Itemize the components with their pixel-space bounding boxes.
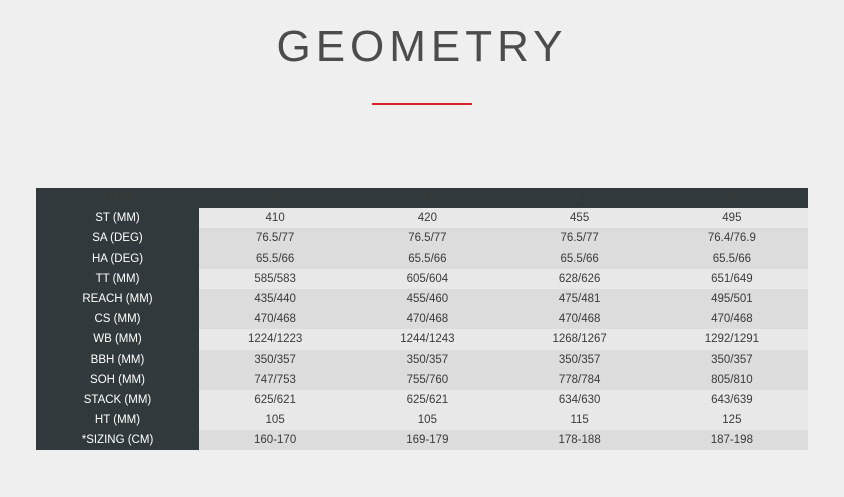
cell-value: 76.4/76.9 bbox=[656, 228, 808, 248]
cell-value: 115 bbox=[504, 410, 656, 430]
cell-value: 65.5/66 bbox=[351, 249, 503, 269]
cell-value: 495 bbox=[656, 208, 808, 228]
column-header-s: S bbox=[199, 188, 351, 208]
cell-value: 65.5/66 bbox=[199, 249, 351, 269]
cell-value: 470/468 bbox=[656, 309, 808, 329]
cell-value: 495/501 bbox=[656, 289, 808, 309]
cell-value: 470/468 bbox=[351, 309, 503, 329]
cell-value: 105 bbox=[199, 410, 351, 430]
cell-value: 778/784 bbox=[504, 370, 656, 390]
table-row bbox=[36, 309, 808, 329]
cell-value: 420 bbox=[351, 208, 503, 228]
cell-value: 160-170 bbox=[199, 430, 351, 450]
table-row bbox=[36, 289, 808, 309]
corner-label: LO/HI bbox=[36, 188, 199, 208]
table-row bbox=[36, 370, 808, 390]
row-label: TT (MM) bbox=[36, 269, 199, 289]
table-row bbox=[36, 350, 808, 370]
cell-value: 169-179 bbox=[351, 430, 503, 450]
row-label: SA (DEG) bbox=[36, 228, 199, 248]
cell-value: 1292/1291 bbox=[656, 329, 808, 349]
cell-value: 628/626 bbox=[504, 269, 656, 289]
row-label: BBH (MM) bbox=[36, 350, 199, 370]
cell-value: 350/357 bbox=[656, 350, 808, 370]
cell-value: 76.5/77 bbox=[351, 228, 503, 248]
table-row bbox=[36, 329, 808, 349]
cell-value: 65.5/66 bbox=[656, 249, 808, 269]
column-header-m: M bbox=[351, 188, 503, 208]
cell-value: 470/468 bbox=[504, 309, 656, 329]
page-title: GEOMETRY bbox=[276, 22, 568, 71]
table-header-row bbox=[36, 188, 808, 208]
cell-value: 178-188 bbox=[504, 430, 656, 450]
geometry-table bbox=[36, 188, 808, 450]
cell-value: 625/621 bbox=[351, 390, 503, 410]
table-body bbox=[36, 208, 808, 450]
row-label: *SIZING (CM) bbox=[36, 430, 199, 450]
cell-value: 76.5/77 bbox=[504, 228, 656, 248]
title-underline-divider bbox=[372, 103, 472, 105]
cell-value: 585/583 bbox=[199, 269, 351, 289]
column-header-xl: XL bbox=[656, 188, 808, 208]
cell-value: 1268/1267 bbox=[504, 329, 656, 349]
table-row bbox=[36, 249, 808, 269]
row-label: CS (MM) bbox=[36, 309, 199, 329]
cell-value: 410 bbox=[199, 208, 351, 228]
table-row bbox=[36, 269, 808, 289]
cell-value: 455/460 bbox=[351, 289, 503, 309]
cell-value: 651/649 bbox=[656, 269, 808, 289]
cell-value: 747/753 bbox=[199, 370, 351, 390]
table-row bbox=[36, 430, 808, 450]
cell-value: 1244/1243 bbox=[351, 329, 503, 349]
table-row bbox=[36, 410, 808, 430]
row-label: HT (MM) bbox=[36, 410, 199, 430]
row-label: ST (MM) bbox=[36, 208, 199, 228]
cell-value: 805/810 bbox=[656, 370, 808, 390]
cell-value: 755/760 bbox=[351, 370, 503, 390]
cell-value: 350/357 bbox=[351, 350, 503, 370]
row-label: STACK (MM) bbox=[36, 390, 199, 410]
table-header bbox=[36, 188, 808, 208]
cell-value: 435/440 bbox=[199, 289, 351, 309]
table-row bbox=[36, 390, 808, 410]
cell-value: 455 bbox=[504, 208, 656, 228]
cell-value: 105 bbox=[351, 410, 503, 430]
cell-value: 187-198 bbox=[656, 430, 808, 450]
column-header-l: L bbox=[504, 188, 656, 208]
cell-value: 634/630 bbox=[504, 390, 656, 410]
cell-value: 350/357 bbox=[504, 350, 656, 370]
cell-value: 643/639 bbox=[656, 390, 808, 410]
table-row bbox=[36, 228, 808, 248]
cell-value: 76.5/77 bbox=[199, 228, 351, 248]
table-row bbox=[36, 208, 808, 228]
row-label: HA (DEG) bbox=[36, 249, 199, 269]
cell-value: 125 bbox=[656, 410, 808, 430]
row-label: SOH (MM) bbox=[36, 370, 199, 390]
cell-value: 605/604 bbox=[351, 269, 503, 289]
cell-value: 625/621 bbox=[199, 390, 351, 410]
row-label: WB (MM) bbox=[36, 329, 199, 349]
cell-value: 475/481 bbox=[504, 289, 656, 309]
geometry-table-wrap bbox=[36, 188, 808, 450]
cell-value: 1224/1223 bbox=[199, 329, 351, 349]
row-label: REACH (MM) bbox=[36, 289, 199, 309]
cell-value: 350/357 bbox=[199, 350, 351, 370]
cell-value: 470/468 bbox=[199, 309, 351, 329]
cell-value: 65.5/66 bbox=[504, 249, 656, 269]
